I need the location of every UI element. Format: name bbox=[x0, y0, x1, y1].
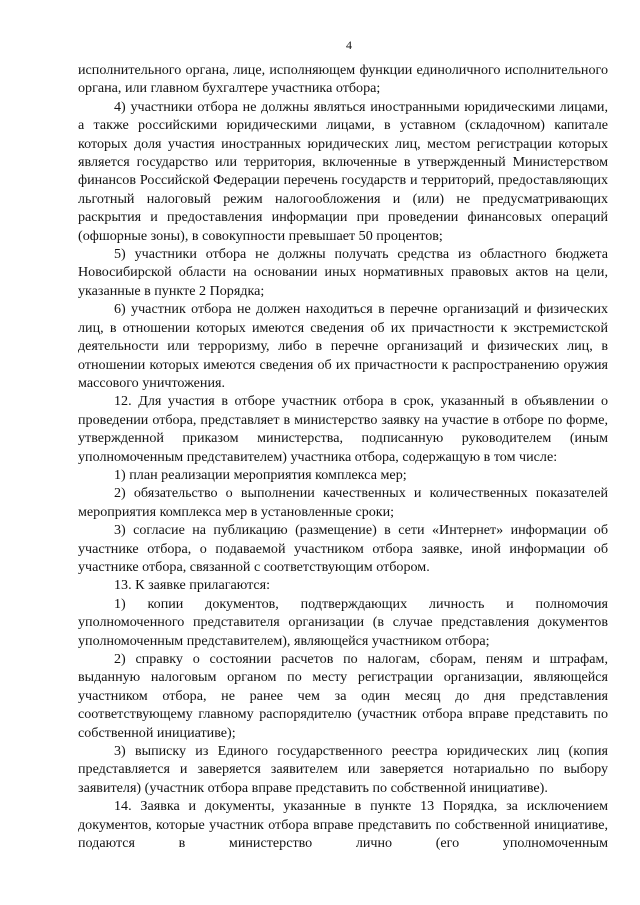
paragraph-clause-13: 13. К заявке прилагаются: bbox=[114, 577, 271, 594]
paragraph-clause-13-item-2: 2) справку о состоянии расчетов по налогам, сборам, пеням и штрафам, выданную налоговым органом по месту регистрации организации, являющейся участником отбора, не ранее чем за один месяц до дня представления соответствующему главному распорядителю (участник отбора вправе представить по собственной инициативе); bbox=[78, 651, 608, 741]
paragraph-clause-12-item-1: 1) план реализации мероприятия комплекса мер; bbox=[114, 466, 407, 483]
paragraph-clause-12: 12. Для участия в отборе участник отбора в срок, указанный в объявлении о проведении отбора, представляет в министерство заявку на участие в отборе по форме, утвержденной приказом министерства, подписанную руководителем (иным уполномоченным представителем) участника отбора, содержащую в том числе: bbox=[78, 393, 608, 465]
page-number: 4 bbox=[346, 38, 352, 52]
paragraph-item-5: 5) участники отбора не должны получать средства из областного бюджета Новосибирской области на основании иных нормативных правовых актов на цели, указанные в пункте 2 Порядка; bbox=[78, 246, 608, 299]
paragraph-item-4: 4) участники отбора не должны являться иностранными юридическими лицами, а также российскими юридическими лицами, в уставном (складочном) капитале которых доля участия иностранных юридических лиц, местом регистрации которых является государство или территория, включенные в утвержденный Министерством финансов Российской Федерации перечень государств и территорий, предоставляющих льготный налоговый режим налогообложения и (или) не предусматривающих раскрытия и предоставления информации при проведении финансовых операций (офшорные зоны), в совокупности превышает 50 процентов; bbox=[78, 98, 608, 244]
document-page bbox=[78, 38, 608, 852]
paragraph-clause-13-item-3: 3) выписку из Единого государственного реестра юридических лиц (копия представляется и заверяется заявителем или заверяется нотариально по выбору заявителя) (участник отбора вправе представить по собственной инициативе). bbox=[78, 743, 608, 796]
paragraph-clause-14: 14. Заявка и документы, указанные в пункте 13 Порядка, за исключением документов, которые участник отбора вправе представить по собственной инициативе, подаются в министерство лично (его уполномоченным bbox=[78, 798, 608, 852]
paragraph-continuation: исполнительного органа, лице, исполняющем функции единоличного исполнительного органа, или главном бухгалтере участника отбора; bbox=[78, 62, 608, 97]
paragraph-clause-12-item-3: 3) согласие на публикацию (размещение) в сети «Интернет» информации об участнике отбора, о подаваемой участником отбора заявке, иной информации об участнике отбора, связанной с соответствующим отбором. bbox=[78, 522, 608, 575]
paragraph-item-6: 6) участник отбора не должен находиться в перечне организаций и физических лиц, в отношении которых имеются сведения об их причастности к экстремистской деятельности или терроризму, либо в перечне организаций и физических лиц, в отношении которых имеются сведения об их причастности к распространению оружия массового уничтожения. bbox=[78, 301, 608, 391]
paragraph-clause-13-item-1: 1) копии документов, подтверждающих личность и полномочия уполномоченного представителя организации (в случае представления документов уполномоченным представителем), являющейся участником отбора; bbox=[78, 595, 608, 649]
paragraph-clause-12-item-2: 2) обязательство о выполнении качественных и количественных показателей мероприятия комплекса мер в установленные сроки; bbox=[78, 485, 608, 520]
